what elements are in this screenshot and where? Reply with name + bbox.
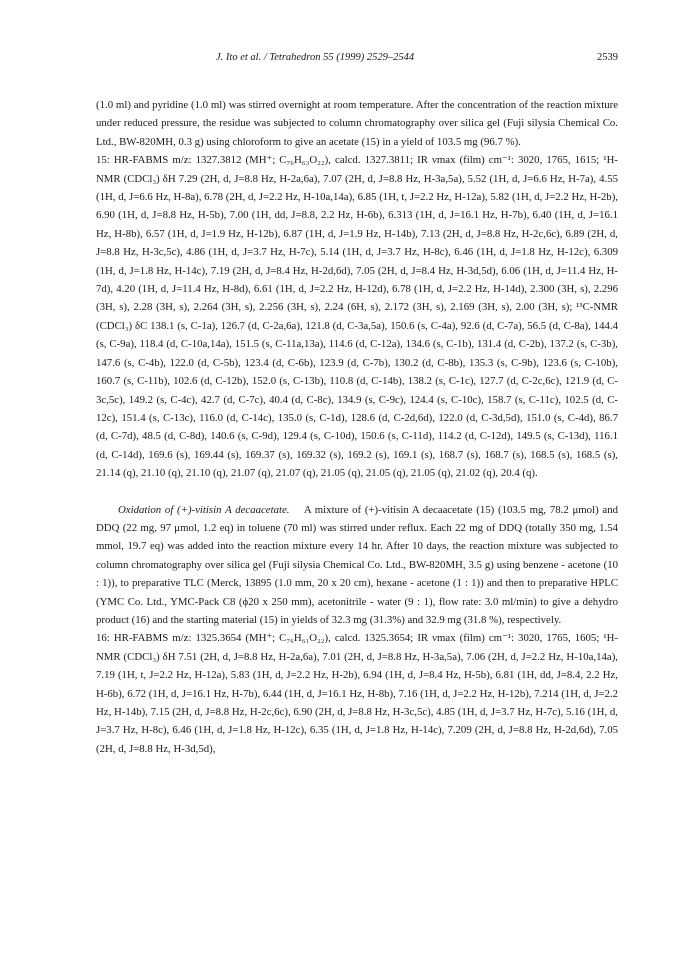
running-head: J. Ito et al. / Tetrahedron 55 (1999) 2529–2544 — [216, 52, 415, 63]
paragraph-spacer — [96, 483, 618, 501]
page-number: 2539 — [597, 52, 618, 63]
paragraph-oxidation — [96, 501, 618, 630]
section-run-in-title: Oxidation of (+)-vitisin A decaacetate. — [118, 503, 290, 516]
paragraph-compound-16-data: 16: HR-FABMS m/z: 1325.3654 (MH⁺; C₇₆H₆₁O₂₂), calcd. 1325.3654; IR νmax (film) cm⁻¹: 3020, 1765, 1605; ¹H-NMR (CDCl₃) δH 7.51 (2H, d, J=8.8 Hz, H-2a,6a), 7.01 (2H, d, J=8.8 Hz, H-3a,5a), 7.06 (2H, d, J=2.2 Hz, H-10a,14a), 7.19 (1H, t, J=2.2 Hz, H-12a), 5.83 (1H, d, J=2.2 Hz, H-2b), 6.94 (1H, d, J=8.4 Hz, H-5b), 6.81 (1H, dd, J=8.4, 2.2 Hz, H-6b), 6.72 (1H, d, J=16.1 Hz, H-7b), 6.44 (1H, d, J=16.1 Hz, H-8b), 7.16 (1H, d, J=2.2 Hz, H-12b), 7.214 (1H, d, J=2.2 Hz, H-14b), 7.15 (2H, d, J=8.8 Hz, H-2c,6c), 6.90 (2H, d, J=8.8 Hz, H-3c,5c), 4.85 (1H, d, J=3.7 Hz, H-7c), 5.16 (1H, d, J=3.7 Hz, H-8c), 6.46 (1H, d, J=1.8 Hz, H-12c), 6.35 (1H, d, J=1.8 Hz, H-14c), 7.209 (2H, d, J=8.8 Hz, H-2d,6d), 7.05 (2H, d, J=8.8 Hz, H-3d,5d), — [96, 632, 618, 755]
paragraph-acetylation: (1.0 ml) and pyridine (1.0 ml) was stirred overnight at room temperature. After the concentration of the reaction mixture under reduced pressure, the residue was subjected to column chromatography over silica gel (Fuji silysia Chemical Co. Ltd., BW-820MH, 0.3 g) using chloroform to give an acetate (15) in a yield of 103.5 mg (96.7 %). — [96, 99, 618, 148]
page-header — [96, 52, 618, 68]
oxidation-procedure-text: A mixture of (+)-vitisin A decaacetate (15) (103.5 mg, 78.2 μmol) and DDQ (22 mg, 97 μmol, 1.2 eq) in toluene (70 ml) was stirred under reflux. Each 22 mg of DDQ (totally 350 mg, 1.54 mmol, 19.7 eq) was added into the reaction mixture every 14 hr. After 10 days, the reaction mixture was subjected to column chromatography over silica gel (Fuji silysia Chemical Co. Ltd., BW-820MH, 3.5 g) using benzene - acetone (10 : 1)), to preparative TLC (Merck, 13895 (1.0 mm, 20 x 20 cm), hexane - acetone (1 : 1)) and then to preparative HPLC (YMC Co. Ltd., YMC-Pack C8 (ϕ20 x 250 mm), acetonitrile - water (9 : 1), flow rate: 3.0 ml/min) to give a dehydro product (16) and the starting material (15) in yields of 32.3 mg (31.3%) and 32.9 mg (31.8 %), respectively. — [96, 503, 619, 626]
paragraph-compound-15-data: 15: HR-FABMS m/z: 1327.3812 (MH⁺; C₇₆H₆₃O₂₂), calcd. 1327.3811; IR νmax (film) cm⁻¹: 3020, 1765, 1615; ¹H-NMR (CDCl₃) δH 7.29 (2H, d, J=8.8 Hz, H-2a,6a), 7.07 (2H, d, J=8.8 Hz, H-3a,5a), 5.52 (1H, d, J=6.6 Hz, H-7a), 4.55 (1H, d, J=6.6 Hz, H-8a), 6.78 (2H, d, J=2.2 Hz, H-10a,14a), 6.85 (1H, t, J=2.2 Hz, H-12a), 5.82 (1H, d, J=2.2 Hz, H-2b), 6.90 (1H, d, J=8.8 Hz, H-5b), 7.00 (1H, dd, J=8.8, 2.2 Hz, H-6b), 6.313 (1H, d, J=16.1 Hz, H-7b), 6.40 (1H, d, J=16.1 Hz, H-8b), 6.57 (1H, d, J=1.9 Hz, H-12b), 6.87 (1H, d, J=1.9 Hz, H-14b), 7.13 (2H, d, J=8.8 Hz, H-2c,6c), 6.89 (2H, d, J=8.8 Hz, H-3c,5c), 4.86 (1H, d, J=3.7 Hz, H-7c), 5.14 (1H, d, J=3.7 Hz, H-8c), 6.46 (1H, d, J=1.8 Hz, H-12c), 6.309 (1H, d, J=1.8 Hz, H-14c), 7.19 (2H, d, J=8.4 Hz, H-2d,6d), 7.05 (2H, d, J=8.4 Hz, H-3d,5d), 6.06 (1H, d, J=11.4 Hz, H-7d), 4.20 (1H, d, J=11.4 Hz, H-8d), 6.61 (1H, d, J=2.2 Hz, H-12d), 6.78 (1H, d, J=2.2 Hz, H-14d), 2.300 (3H, s), 2.296 (3H, s), 2.28 (3H, s), 2.264 (3H, s), 2.256 (3H, s), 2.24 (6H, s), 2.172 (3H, s), 2.169 (3H, s), 2.00 (3H, s); ¹³C-NMR (CDCl₃) δC 138.1 (s, C-1a), 126.7 (d, C-2a,6a), 121.8 (d, C-3a,5a), 150.6 (s, C-4a), 92.6 (d, C-7a), 56.5 (d, C-8a), 144.4 (s, C-9a), 118.4 (d, C-10a,14a), 151.5 (s, C-11a,13a), 114.6 (d, C-12a), 134.6 (s, C-1b), 131.4 (d, C-2b), 137.2 (s, C-3b), 147.6 (s, C-4b), 122.0 (d, C-5b), 123.4 (d, C-6b), 123.9 (d, C-7b), 130.2 (d, C-8b), 135.3 (s, C-9b), 123.6 (s, C-10b), 160.7 (s, C-11b), 102.6 (d, C-12b), 152.0 (s, C-13b), 110.8 (d, C-14b), 138.2 (s, C-1c), 127.7 (d, C-2c,6c), 121.9 (d, C-3c,5c), 149.2 (s, C-4c), 42.7 (d, C-7c), 40.4 (d, C-8c), 134.9 (s, C-9c), 124.4 (s, C-10c), 158.7 (s, C-11c), 102.5 (d, C-12c), 151.4 (s, C-13c), 116.0 (d, C-14c), 135.0 (s, C-1d), 128.6 (d, C-2d,6d), 122.0 (d, C-3d,5d), 151.0 (s, C-4d), 86.7 (d, C-7d), 48.5 (d, C-8d), 140.6 (s, C-9d), 129.4 (s, C-10d), 150.6 (s, C-11d), 114.2 (d, C-12d), 149.5 (s, C-13d), 116.1 (d, C-14d), 169.6 (s), 169.44 (s), 169.37 (s), 169.32 (s), 169.2 (s), 169.1 (s), 168.7 (s), 168.7 (s), 168.5 (s), 168.5 (s), 21.14 (q), 21.10 (q), 21.10 (q), 21.07 (q), 21.07 (q), 21.05 (q), 21.05 (q), 21.05 (q), 21.02 (q), 20.4 (q). — [96, 154, 618, 480]
article-body — [96, 96, 618, 758]
